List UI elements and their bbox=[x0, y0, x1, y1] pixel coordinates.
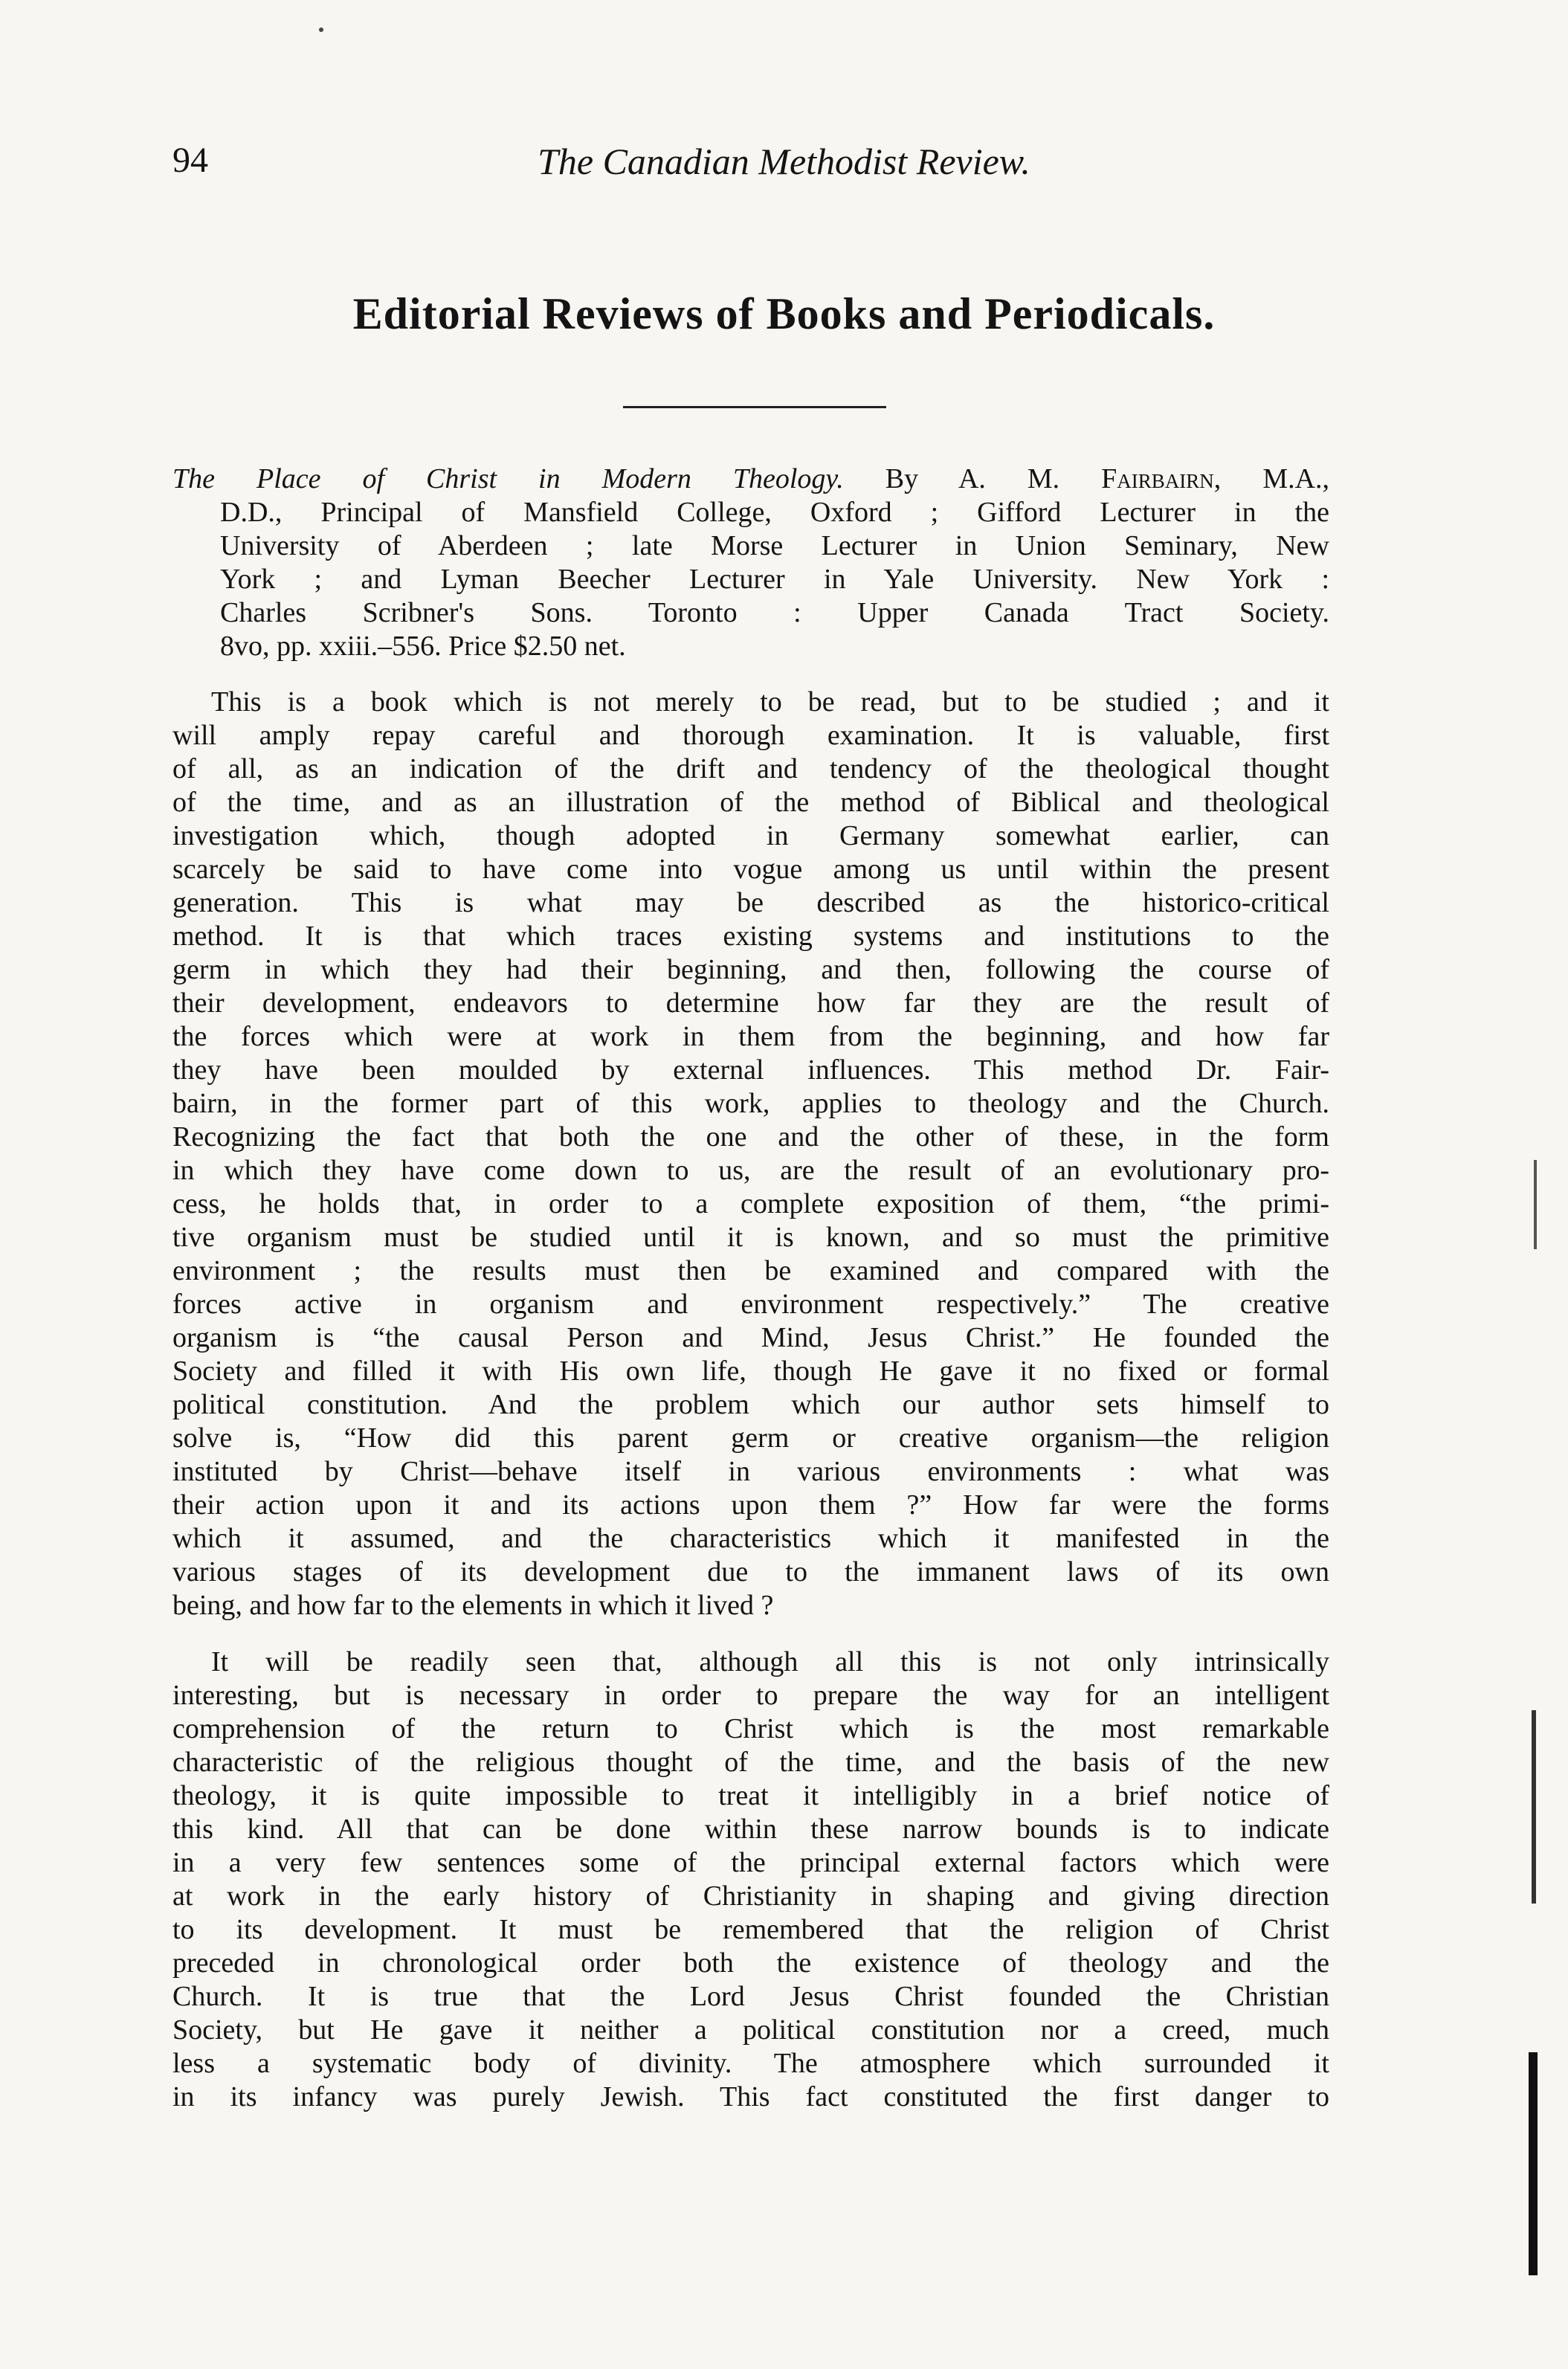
text-line: organism is “the causal Person and Mind, Jesus Christ.” He founded the bbox=[172, 1322, 1329, 1353]
citation-line: York ; and Lyman Beecher Lecturer in Yale University. New York : bbox=[220, 564, 1329, 595]
text-line: in which they have come down to us, are the result of an evolutionary pro- bbox=[172, 1155, 1329, 1186]
text-line: less a systematic body of divinity. The atmosphere which surrounded it bbox=[172, 2048, 1329, 2079]
text-line: various stages of its development due to the immanent laws of its own bbox=[172, 1556, 1329, 1588]
text-line: bairn, in the former part of this work, applies to theology and the Church. bbox=[172, 1088, 1329, 1119]
author-surname: Fairbairn, bbox=[1101, 463, 1222, 494]
text-line: Recognizing the fact that both the one and the other of these, in the form bbox=[172, 1121, 1329, 1153]
text-line: in a very few sentences some of the principal external factors which were bbox=[172, 1847, 1329, 1878]
journal-title: The Canadian Methodist Review. bbox=[538, 141, 1030, 182]
text-line: their action upon it and its actions upon them ?” How far were the forms bbox=[172, 1489, 1329, 1521]
text-line: of all, as an indication of the drift and tendency of the theological thought bbox=[172, 753, 1329, 784]
text-line: to its development. It must be remembered that the religion of Christ bbox=[172, 1914, 1329, 1945]
text-line: forces active in organism and environment respectively.” The creative bbox=[172, 1289, 1329, 1320]
text-line: characteristic of the religious thought of the time, and the basis of the new bbox=[172, 1747, 1329, 1778]
text-line: preceded in chronological order both the existence of theology and the bbox=[172, 1947, 1329, 1979]
text-line: they have been moulded by external influences. This method Dr. Fair- bbox=[172, 1054, 1329, 1086]
text-line: political constitution. And the problem which our author sets himself to bbox=[172, 1389, 1329, 1420]
text-line: theology, it is quite impossible to treat it intelligibly in a brief notice of bbox=[172, 1780, 1329, 1811]
text-line: investigation which, though adopted in Germany somewhat earlier, can bbox=[172, 820, 1329, 851]
text-line: Society, but He gave it neither a political constitution nor a creed, much bbox=[172, 2014, 1329, 2046]
text-line: Society and filled it with His own life, though He gave it no fixed or formal bbox=[172, 1356, 1329, 1387]
text-line: at work in the early history of Christianity in shaping and giving direction bbox=[172, 1880, 1329, 1912]
section-heading: Editorial Reviews of Books and Periodicals. bbox=[352, 289, 1216, 338]
text-line: will amply repay careful and thorough examination. It is valuable, first bbox=[172, 720, 1329, 751]
text-line: instituted by Christ—behave itself in various environments : what was bbox=[172, 1456, 1329, 1487]
scan-speck bbox=[319, 28, 323, 32]
text-line: in its infancy was purely Jewish. This fact constituted the first danger to bbox=[172, 2081, 1329, 2112]
text-line: method. It is that which traces existing systems and institutions to the bbox=[172, 921, 1329, 952]
citation-line: 8vo, pp. xxiii.–556. Price $2.50 net. bbox=[220, 631, 626, 662]
text-line: tive organism must be studied until it is known, and so must the primitive bbox=[172, 1222, 1329, 1253]
text-line: generation. This is what may be described as the historico-critical bbox=[172, 887, 1329, 918]
text-line: Church. It is true that the Lord Jesus Christ founded the Christian bbox=[172, 1981, 1329, 2012]
scan-mark bbox=[1532, 1710, 1536, 1904]
citation-by: By A. M. bbox=[885, 463, 1060, 494]
citation-line: University of Aberdeen ; late Morse Lecturer in Union Seminary, New bbox=[220, 530, 1329, 561]
page-number: 94 bbox=[172, 141, 208, 180]
text-line: their development, endeavors to determine how far they are the result of bbox=[172, 987, 1329, 1019]
text-line: interesting, but is necessary in order to prepare the way for an intelligent bbox=[172, 1680, 1329, 1711]
text-line: this kind. All that can be done within these narrow bounds is to indicate bbox=[172, 1814, 1329, 1845]
author-degree: M.A., bbox=[1262, 463, 1330, 494]
text-line: It will be readily seen that, although all this is not only intrinsically bbox=[211, 1646, 1329, 1677]
text-line: being, and how far to the elements in which it lived ? bbox=[172, 1590, 774, 1621]
text-line: solve is, “How did this parent germ or creative organism—the religion bbox=[172, 1422, 1329, 1454]
scan-mark bbox=[1529, 2052, 1538, 2275]
text-line: environment ; the results must then be examined and compared with the bbox=[172, 1255, 1329, 1286]
text-line: cess, he holds that, in order to a complete exposition of them, “the primi- bbox=[172, 1188, 1329, 1219]
text-line: This is a book which is not merely to be read, but to be studied ; and it bbox=[211, 686, 1329, 718]
citation-line: D.D., Principal of Mansfield College, Oxford ; Gifford Lecturer in the bbox=[220, 497, 1329, 528]
text-line: which it assumed, and the characteristics which it manifested in the bbox=[172, 1523, 1329, 1554]
book-title: The Place of Christ in Modern Theology. bbox=[172, 463, 844, 494]
text-line: comprehension of the return to Christ which is the most remarkable bbox=[172, 1713, 1329, 1744]
text-line: germ in which they had their beginning, and then, following the course of bbox=[172, 954, 1329, 985]
citation-line: Charles Scribner's Sons. Toronto : Upper Canada Tract Society. bbox=[220, 597, 1329, 628]
text-line: the forces which were at work in them from the beginning, and how far bbox=[172, 1021, 1329, 1052]
scan-mark bbox=[1534, 1160, 1537, 1249]
text-line: of the time, and as an illustration of the method of Biblical and theological bbox=[172, 787, 1329, 818]
text-line: scarcely be said to have come into vogue among us until within the present bbox=[172, 854, 1329, 885]
